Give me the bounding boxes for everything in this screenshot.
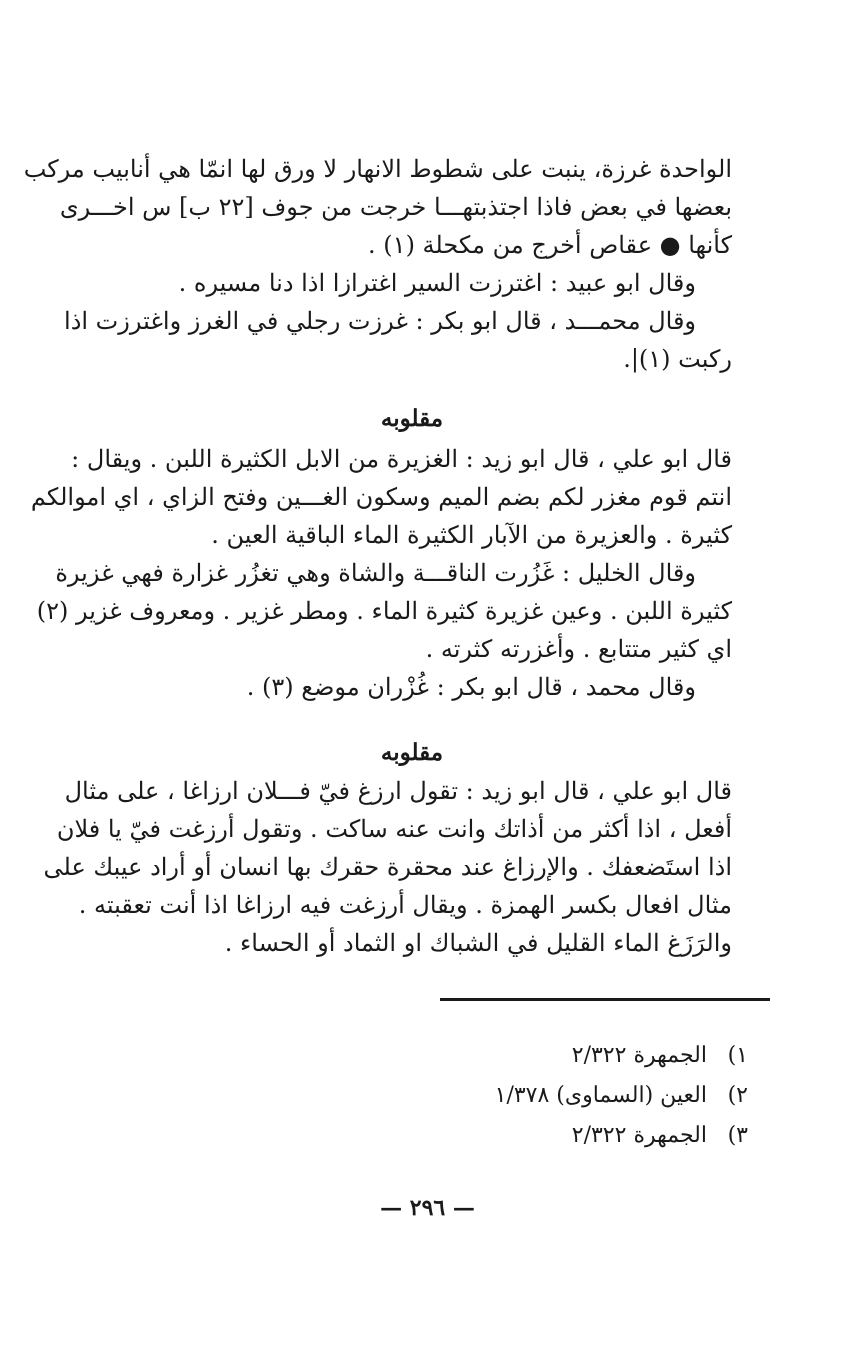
text-line: قال ابو علي ، قال ابو زيد : تقول ارزغ فيّ فـــلان ارزاغا ، على مثال	[64, 777, 732, 805]
footnote-item	[440, 1036, 770, 1076]
text-line: وقال محمـــد ، قال ابو بكر : غرزت رجلي في الغرز واغترزت اذا	[64, 307, 696, 335]
text-line: انتم قوم مغزر لكم بضم الميم وسكون الغـــين وفتح الزاي ، اي اموالكم	[30, 483, 732, 511]
footnote-text: الجمهرة ٢/٣٢٢	[571, 1043, 707, 1068]
paragraph-section-1	[23, 150, 732, 378]
text-line: كثيرة . والعزيرة من الآبار الكثيرة الماء الباقية العين .	[211, 521, 732, 549]
footnote-item	[440, 1116, 770, 1156]
text-line: اي كثير متتابع . وأغزرته كثرته .	[425, 635, 732, 663]
footnote-text: الجمهرة ٢/٣٢٢	[571, 1123, 707, 1148]
footnote-number: ٣)	[727, 1123, 748, 1148]
footnote-item	[440, 1076, 770, 1116]
footnote-text: العين (السماوى) ١/٣٧٨	[494, 1083, 707, 1108]
section-heading-2: مقلوبه	[380, 739, 444, 766]
text-line: مثال افعال بكسر الهمزة . ويقال أرزغت فيه ارزاغا اذا أنت تعقبته .	[78, 891, 732, 919]
text-line: وقال الخليل : غَزُرت الناقـــة والشاة وهي تغزُر غزارة فهي غزيرة	[55, 559, 696, 587]
footnotes	[440, 1036, 770, 1156]
paragraph-section-2	[30, 440, 732, 706]
page-number: — ٢٩٦ —	[380, 1195, 475, 1221]
footnote-divider	[440, 998, 770, 1001]
text-line: الواحدة غرزة، ينبت على شطوط الانهار لا ورق لها انمّا هي أنابيب مركب	[23, 155, 732, 183]
paragraph-section-3	[43, 772, 732, 962]
text-line: كثيرة اللبن . وعين غزيرة كثيرة الماء . ومطر غزير . ومعروف غزير (٢)	[36, 597, 732, 625]
text-line: وقال ابو عبيد : اغترزت السير اغترازا اذا دنا مسيره .	[178, 269, 696, 297]
text-line: أفعل ، اذا أكثر من أذاتك وانت عنه ساكت . وتقول أرزغت فيّ يا فلان	[56, 815, 732, 843]
text-line: بعضها في بعض فاذا اجتذبتهـــا خرجت من جوف [٢٢ ب] س اخـــرى	[59, 193, 732, 221]
footnote-number: ١)	[727, 1043, 748, 1068]
text-line: والرَزَغ الماء القليل في الشباك او الثماد أو الحساء .	[224, 929, 732, 957]
text-line: كأنها ● عقاص أخرج من مكحلة (١) .	[368, 231, 732, 259]
text-line: ركبت (١)|.	[623, 345, 732, 373]
section-heading-1: مقلوبه	[380, 405, 444, 432]
footnote-number: ٢)	[727, 1083, 748, 1108]
text-line: اذا استَضعفك . والإرزاغ عند محقرة حقرك بها انسان أو أراد عيبك على	[43, 853, 732, 881]
text-line: قال ابو علي ، قال ابو زيد : الغزيرة من الابل الكثيرة اللبن . ويقال :	[71, 445, 732, 473]
text-line: وقال محمد ، قال ابو بكر : غُزْران موضع (٣) .	[246, 673, 696, 701]
